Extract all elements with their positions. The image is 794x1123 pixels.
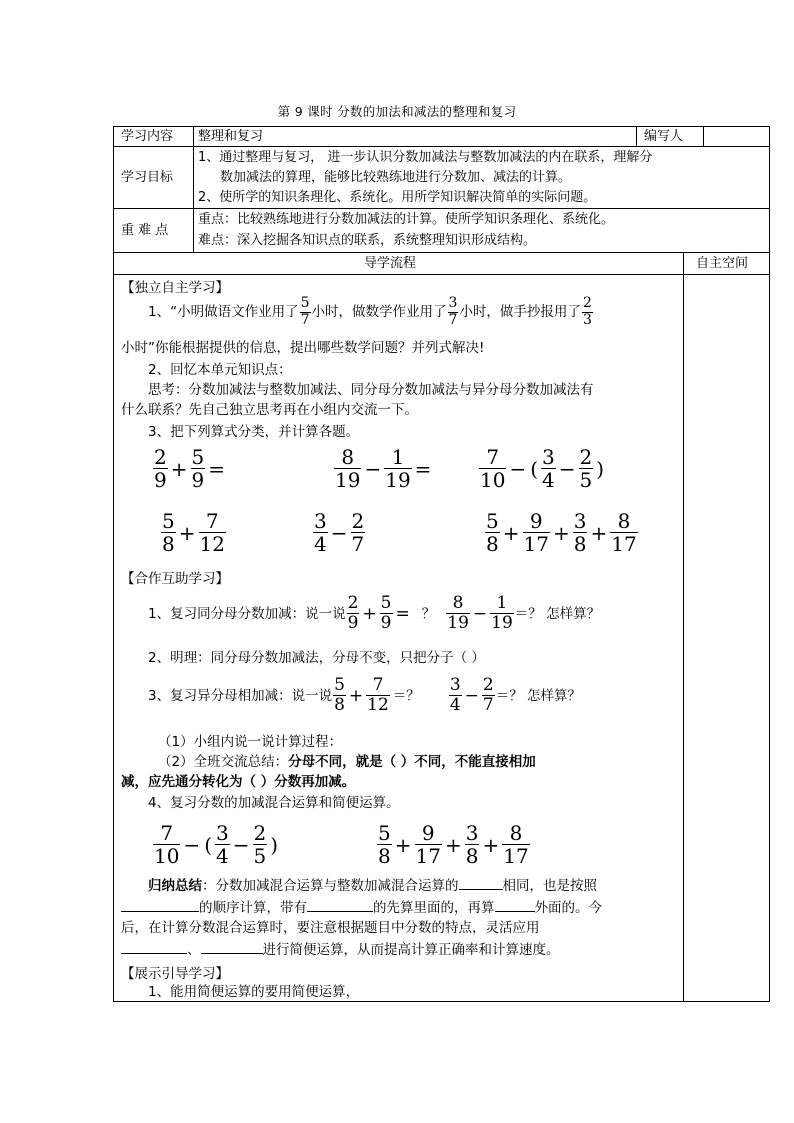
summary-line-2: 的顺序计算，带有 的先算里面的，再算 外面的。今: [121, 898, 602, 918]
content-value: 整理和复习: [198, 129, 264, 144]
table-divider: [636, 126, 637, 147]
goal-1-line-1: 1、通过整理与复习， 进一步认识分数加减法与整数加减法的内在联系，理解分: [198, 150, 653, 165]
table-border-right: [769, 126, 770, 1002]
show-task-1: 1、能用简便运算的要用简便运算，: [148, 984, 360, 1000]
content-label: 学习内容: [121, 129, 174, 144]
fraction: $\frac{2}{3}$: [582, 295, 592, 328]
q1-text-c: 小时，做手抄报用了: [459, 304, 581, 321]
step-1: （1）小组内说一说计算过程：: [158, 734, 343, 750]
space-label: 自主空间: [696, 256, 749, 271]
q1-text-b: 小时，做数学作业用了: [311, 304, 447, 321]
expression-7-10-minus-paren-2: $\frac{7}{10}$ − ( $\frac{3}{4}$ − $\frac{2}{5}$ ): [154, 821, 279, 869]
review-4: 4、复习分数的加减混合运算和简便运算。: [148, 795, 400, 811]
summary-line-4: 、 进行简便运算，从而提高计算正确率和计算速度。: [121, 940, 560, 960]
expression-3-4-minus-2-7: $\frac{3}{4}$ − $\frac{2}{7}$: [314, 509, 365, 557]
key-point: 重点：比较熟练地进行分数加减法的计算。使所学知识条理化、系统化。: [198, 212, 615, 227]
q1-text-a: 1、“小明做语文作业用了: [148, 304, 299, 321]
goal-2: 2、使所学的知识条理化、系统化。用所学知识解决简单的实际问题。: [198, 190, 597, 205]
fraction: $\frac{5}{7}$: [300, 295, 310, 328]
review-2: 2、明理：同分母分数加减法，分母不变，只把分子（ ）: [148, 650, 485, 666]
question-2: 2、回忆本单元知识点：: [148, 362, 292, 378]
think-line-1: 思考：分数加减法与整数加减法、同分母分数加减法与异分母分数加减法有: [148, 382, 594, 398]
section-heading-cooperative: 【合作互助学习】: [121, 571, 229, 587]
step-2-continued: 减，应先通分转化为（ ）分数再加减。: [121, 774, 356, 790]
review-3-line: 3、复习异分母相加减：说一说 $\frac{5}{8}$ + $\frac{7}{12}$ ＝？ $\frac{3}{4}$ − $\frac{2}{7}$ ＝？ 怎样算？: [148, 675, 582, 716]
summary-line-3: 后，在计算分数混合运算时，要注意根据题目中分数的特点，灵活应用: [121, 920, 540, 936]
page-title: 第 9 课时 分数的加法和减法的整理和复习: [277, 104, 517, 119]
table-divider: [113, 146, 770, 147]
question-1-line-2: 小时”你能根据提供的信息，提出哪些数学问题？并列式解决!: [121, 340, 485, 356]
flow-label: 导学流程: [364, 256, 417, 271]
section-heading-show: 【展示引导学习】: [121, 966, 229, 982]
expression-8-19-minus-1-19: $\frac{8}{19}$ − $\frac{1}{19}$ =: [335, 445, 432, 493]
key-label: 重 难 点: [121, 223, 169, 238]
table-divider: [113, 252, 770, 253]
goal-1-line-2: 数加减法的算理，能够比较熟练地进行分数加、减法的计算。: [220, 170, 572, 185]
expression-2-9-plus-5-9: $\frac{2}{9}$ + $\frac{5}{9}$ =: [154, 445, 225, 493]
difficult-point: 难点：深入挖掘各知识点的联系，系统整理知识形成结构。: [198, 233, 537, 248]
expression-7-10-minus-paren: $\frac{7}{10}$ − ( $\frac{3}{4}$ − $\frac{2}{5}$ ): [480, 445, 605, 493]
goals-label: 学习目标: [121, 170, 174, 185]
fraction: $\frac{3}{7}$: [448, 295, 458, 328]
author-label: 编写人: [644, 129, 684, 144]
table-border-left: [113, 126, 114, 1002]
summary-line-1: 归纳总结：分数加减混合运算与整数加减混合运算的 相同，也是按照: [148, 878, 597, 894]
expression-5-8-plus-7-12: $\frac{5}{8}$ + $\frac{7}{12}$: [162, 509, 225, 557]
section-heading-self-study: 【独立自主学习】: [121, 280, 229, 296]
table-divider: [193, 126, 194, 253]
expression-four-term-sum-2: $\frac{5}{8}$ + $\frac{9}{17}$ + $\frac{3}{8}$ + $\frac{8}{17}$: [378, 821, 529, 869]
question-3: 3、把下列算式分类，并计算各题。: [148, 424, 360, 440]
question-1-line-1: [148, 296, 594, 328]
table-divider: [703, 126, 704, 147]
step-2: （2）全班交流总结：分母不同，就是（ ）不同，不能直接相加: [158, 754, 536, 770]
think-line-2: 什么联系？先自己独立思考再在小组内交流一下。: [121, 402, 418, 418]
expression-four-term-sum: $\frac{5}{8}$ + $\frac{9}{17}$ + $\frac{3}{8}$ + $\frac{8}{17}$: [486, 509, 637, 557]
review-1-line: 1、复习同分母分数加减：说一说 $\frac{2}{9}$ + $\frac{5}{9}$ = ？ $\frac{8}{19}$ − $\frac{1}{19}$ ＝？ 怎样算？: [148, 593, 601, 634]
table-divider: [113, 208, 770, 209]
table-divider: [113, 274, 770, 275]
table-divider: [683, 252, 684, 1002]
